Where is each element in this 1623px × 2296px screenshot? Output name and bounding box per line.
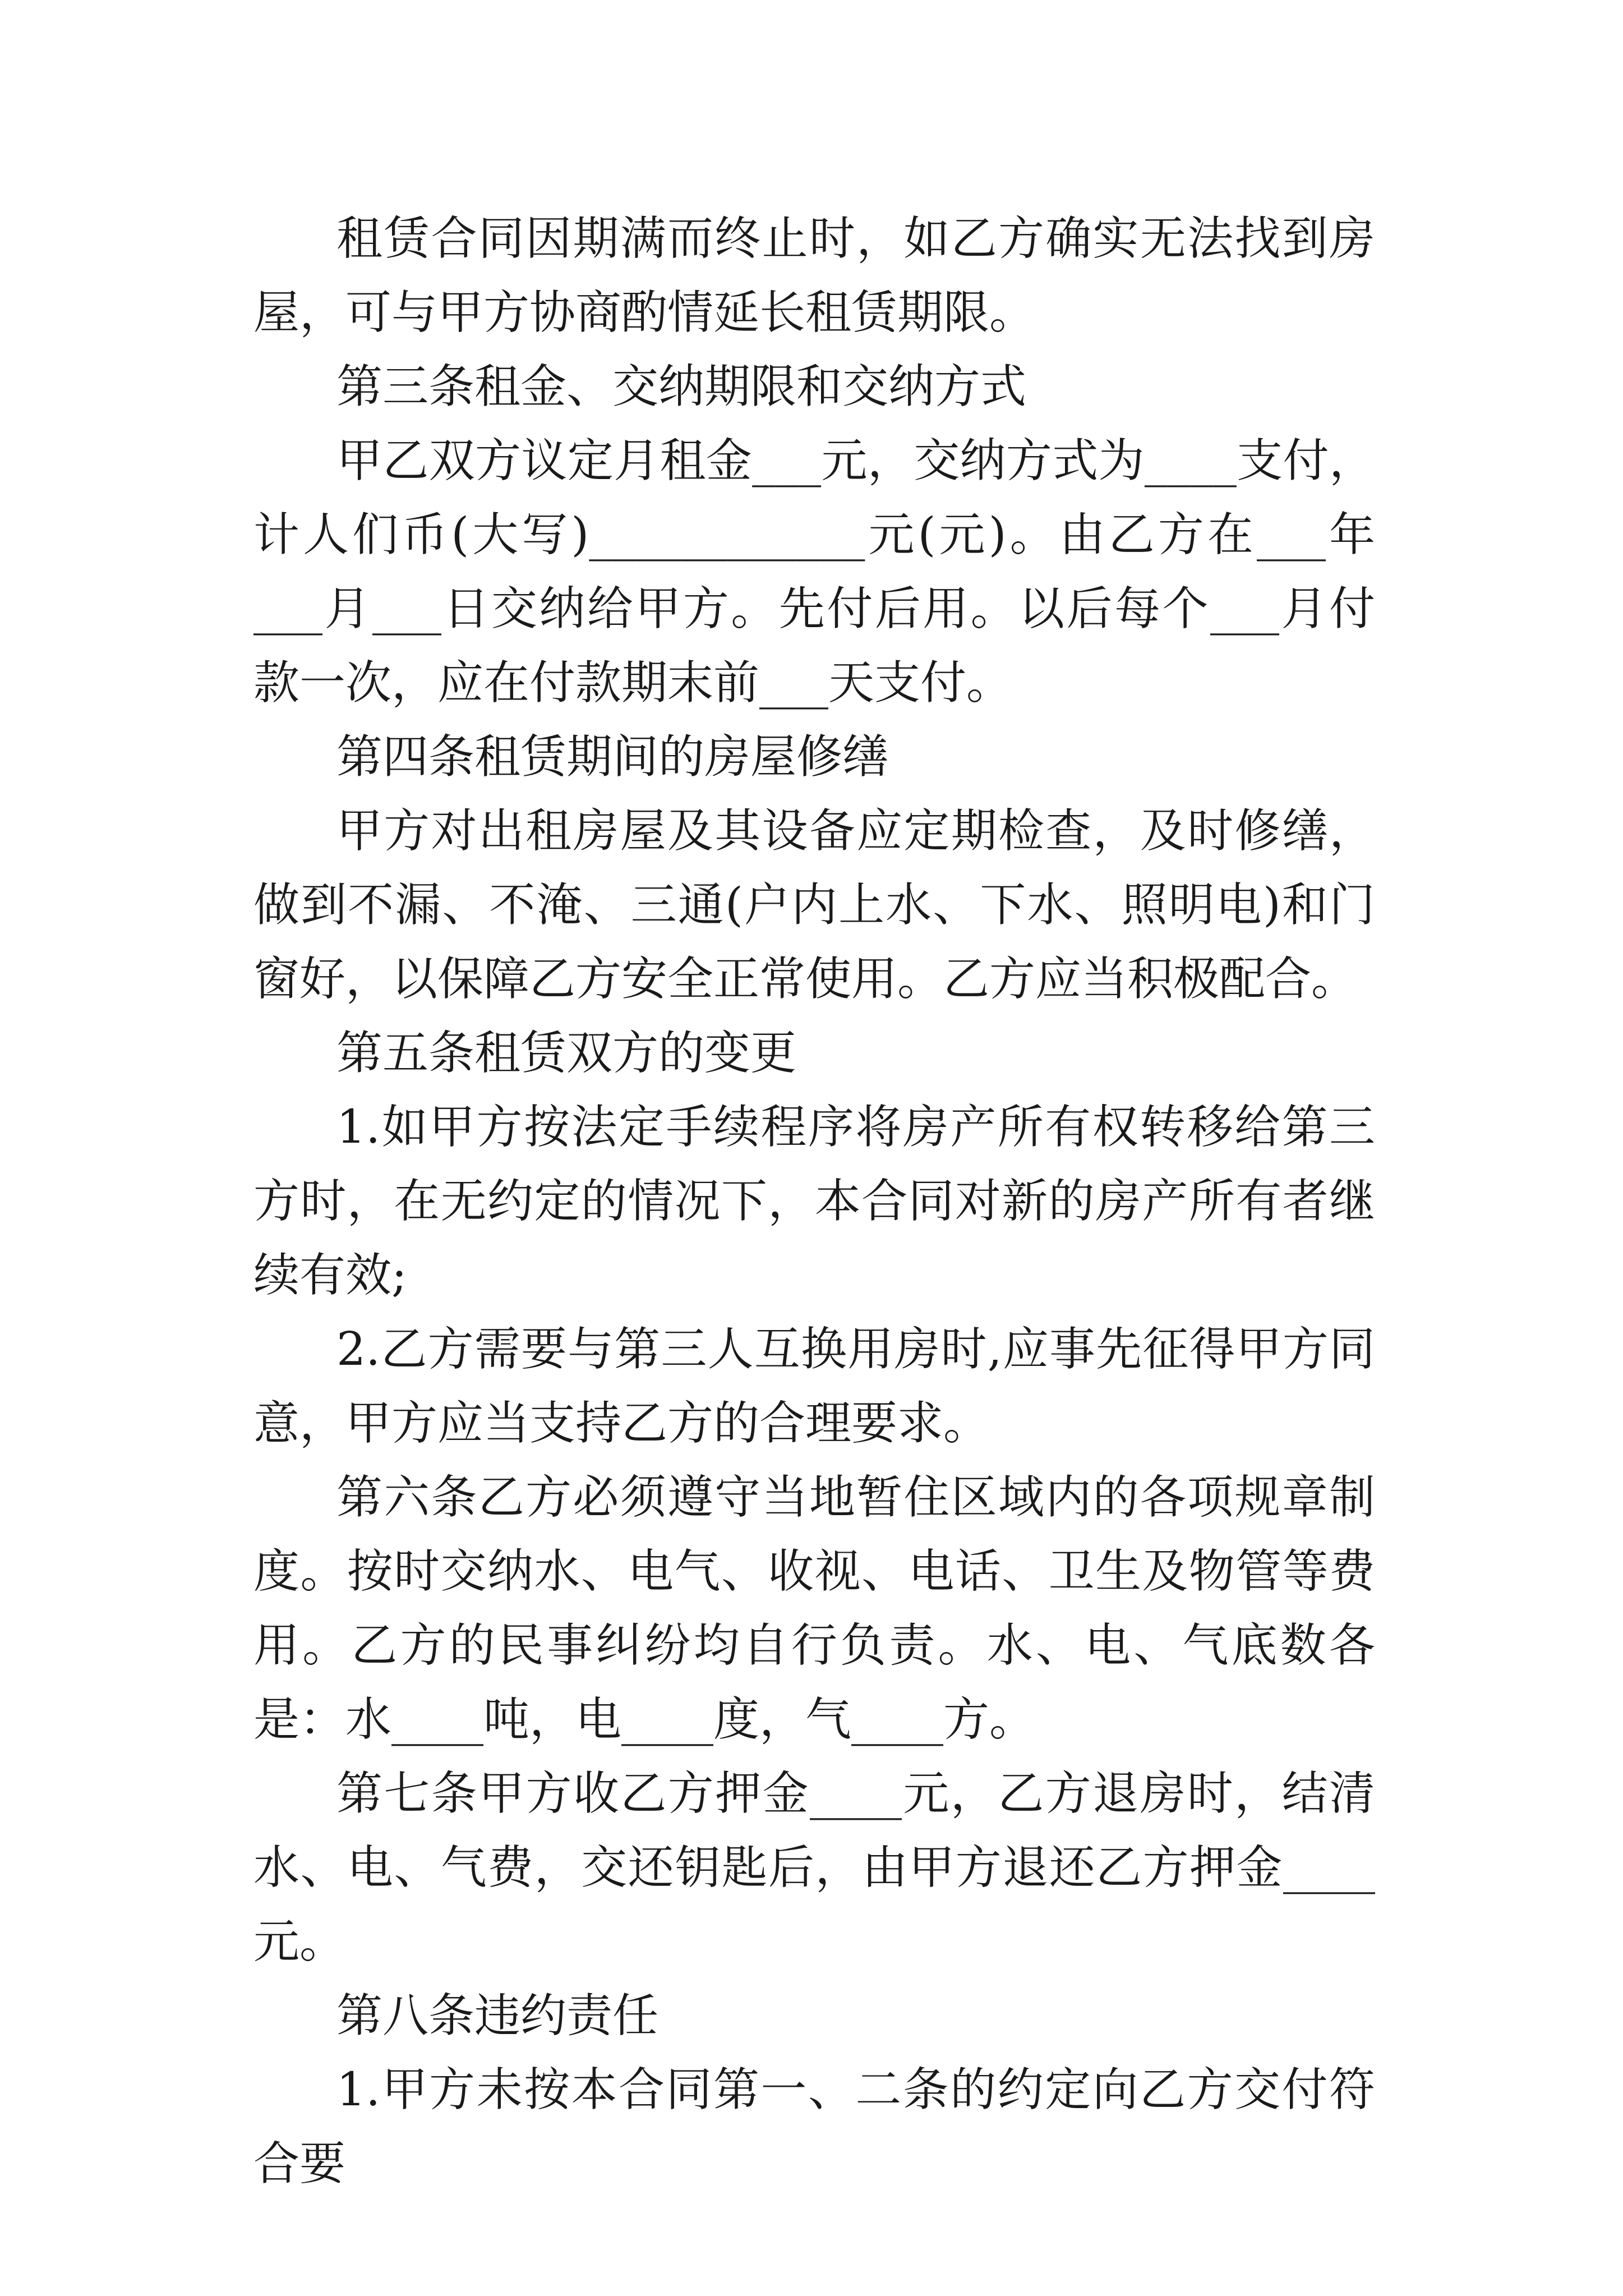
paragraph-repairs: 甲方对出租房屋及其设备应定期检查，及时修缮，做到不漏、不淹、三通(户内上水、下水、照明电)和门窗好，以保障乙方安全正常使用。乙方应当积极配合。 bbox=[253, 804, 1375, 1006]
paragraph-article-7: 第七条甲方收乙方押金____元，乙方退房时，结清水、电、气费，交还钥匙后，由甲方退还乙方押金____元。 bbox=[253, 1767, 1375, 1968]
heading-article-4: 第四条租赁期间的房屋修缮 bbox=[336, 730, 889, 784]
paragraph-article-6: 第六条乙方必须遵守当地暂住区域内的各项规章制度。按时交纳水、电气、收视、电话、卫生及物管等费用。乙方的民事纠纷均自行负责。水、电、气底数各是：水____吨，电____度，气____方。 bbox=[253, 1471, 1375, 1746]
paragraph-rent-payment: 甲乙双方议定月租金___元，交纳方式为____支付，计人们币(大写)____________元(元)。由乙方在___年___月___日交纳给甲方。先付后用。以后每个___月付款一次，应在付款期末前___天支付。 bbox=[253, 434, 1375, 710]
contract-body bbox=[253, 202, 1375, 2201]
paragraph-change-2: 2.乙方需要与第三人互换用房时,应事先征得甲方同意，甲方应当支持乙方的合理要求。 bbox=[253, 1323, 1375, 1450]
paragraph-change-1: 1.如甲方按法定手续程序将房产所有权转移给第三方时，在无约定的情况下，本合同对新的房产所有者继续有效; bbox=[253, 1101, 1375, 1302]
paragraph-lease-extension: 租赁合同因期满而终止时，如乙方确实无法找到房屋，可与甲方协商酌情延长租赁期限。 bbox=[253, 212, 1375, 339]
heading-article-5: 第五条租赁双方的变更 bbox=[336, 1027, 797, 1080]
heading-article-8: 第八条违约责任 bbox=[336, 1989, 659, 2042]
paragraph-breach-1: 1.甲方未按本合同第一、二条的约定向乙方交付符合要 bbox=[253, 2063, 1375, 2191]
heading-article-3: 第三条租金、交纳期限和交纳方式 bbox=[336, 360, 1027, 413]
